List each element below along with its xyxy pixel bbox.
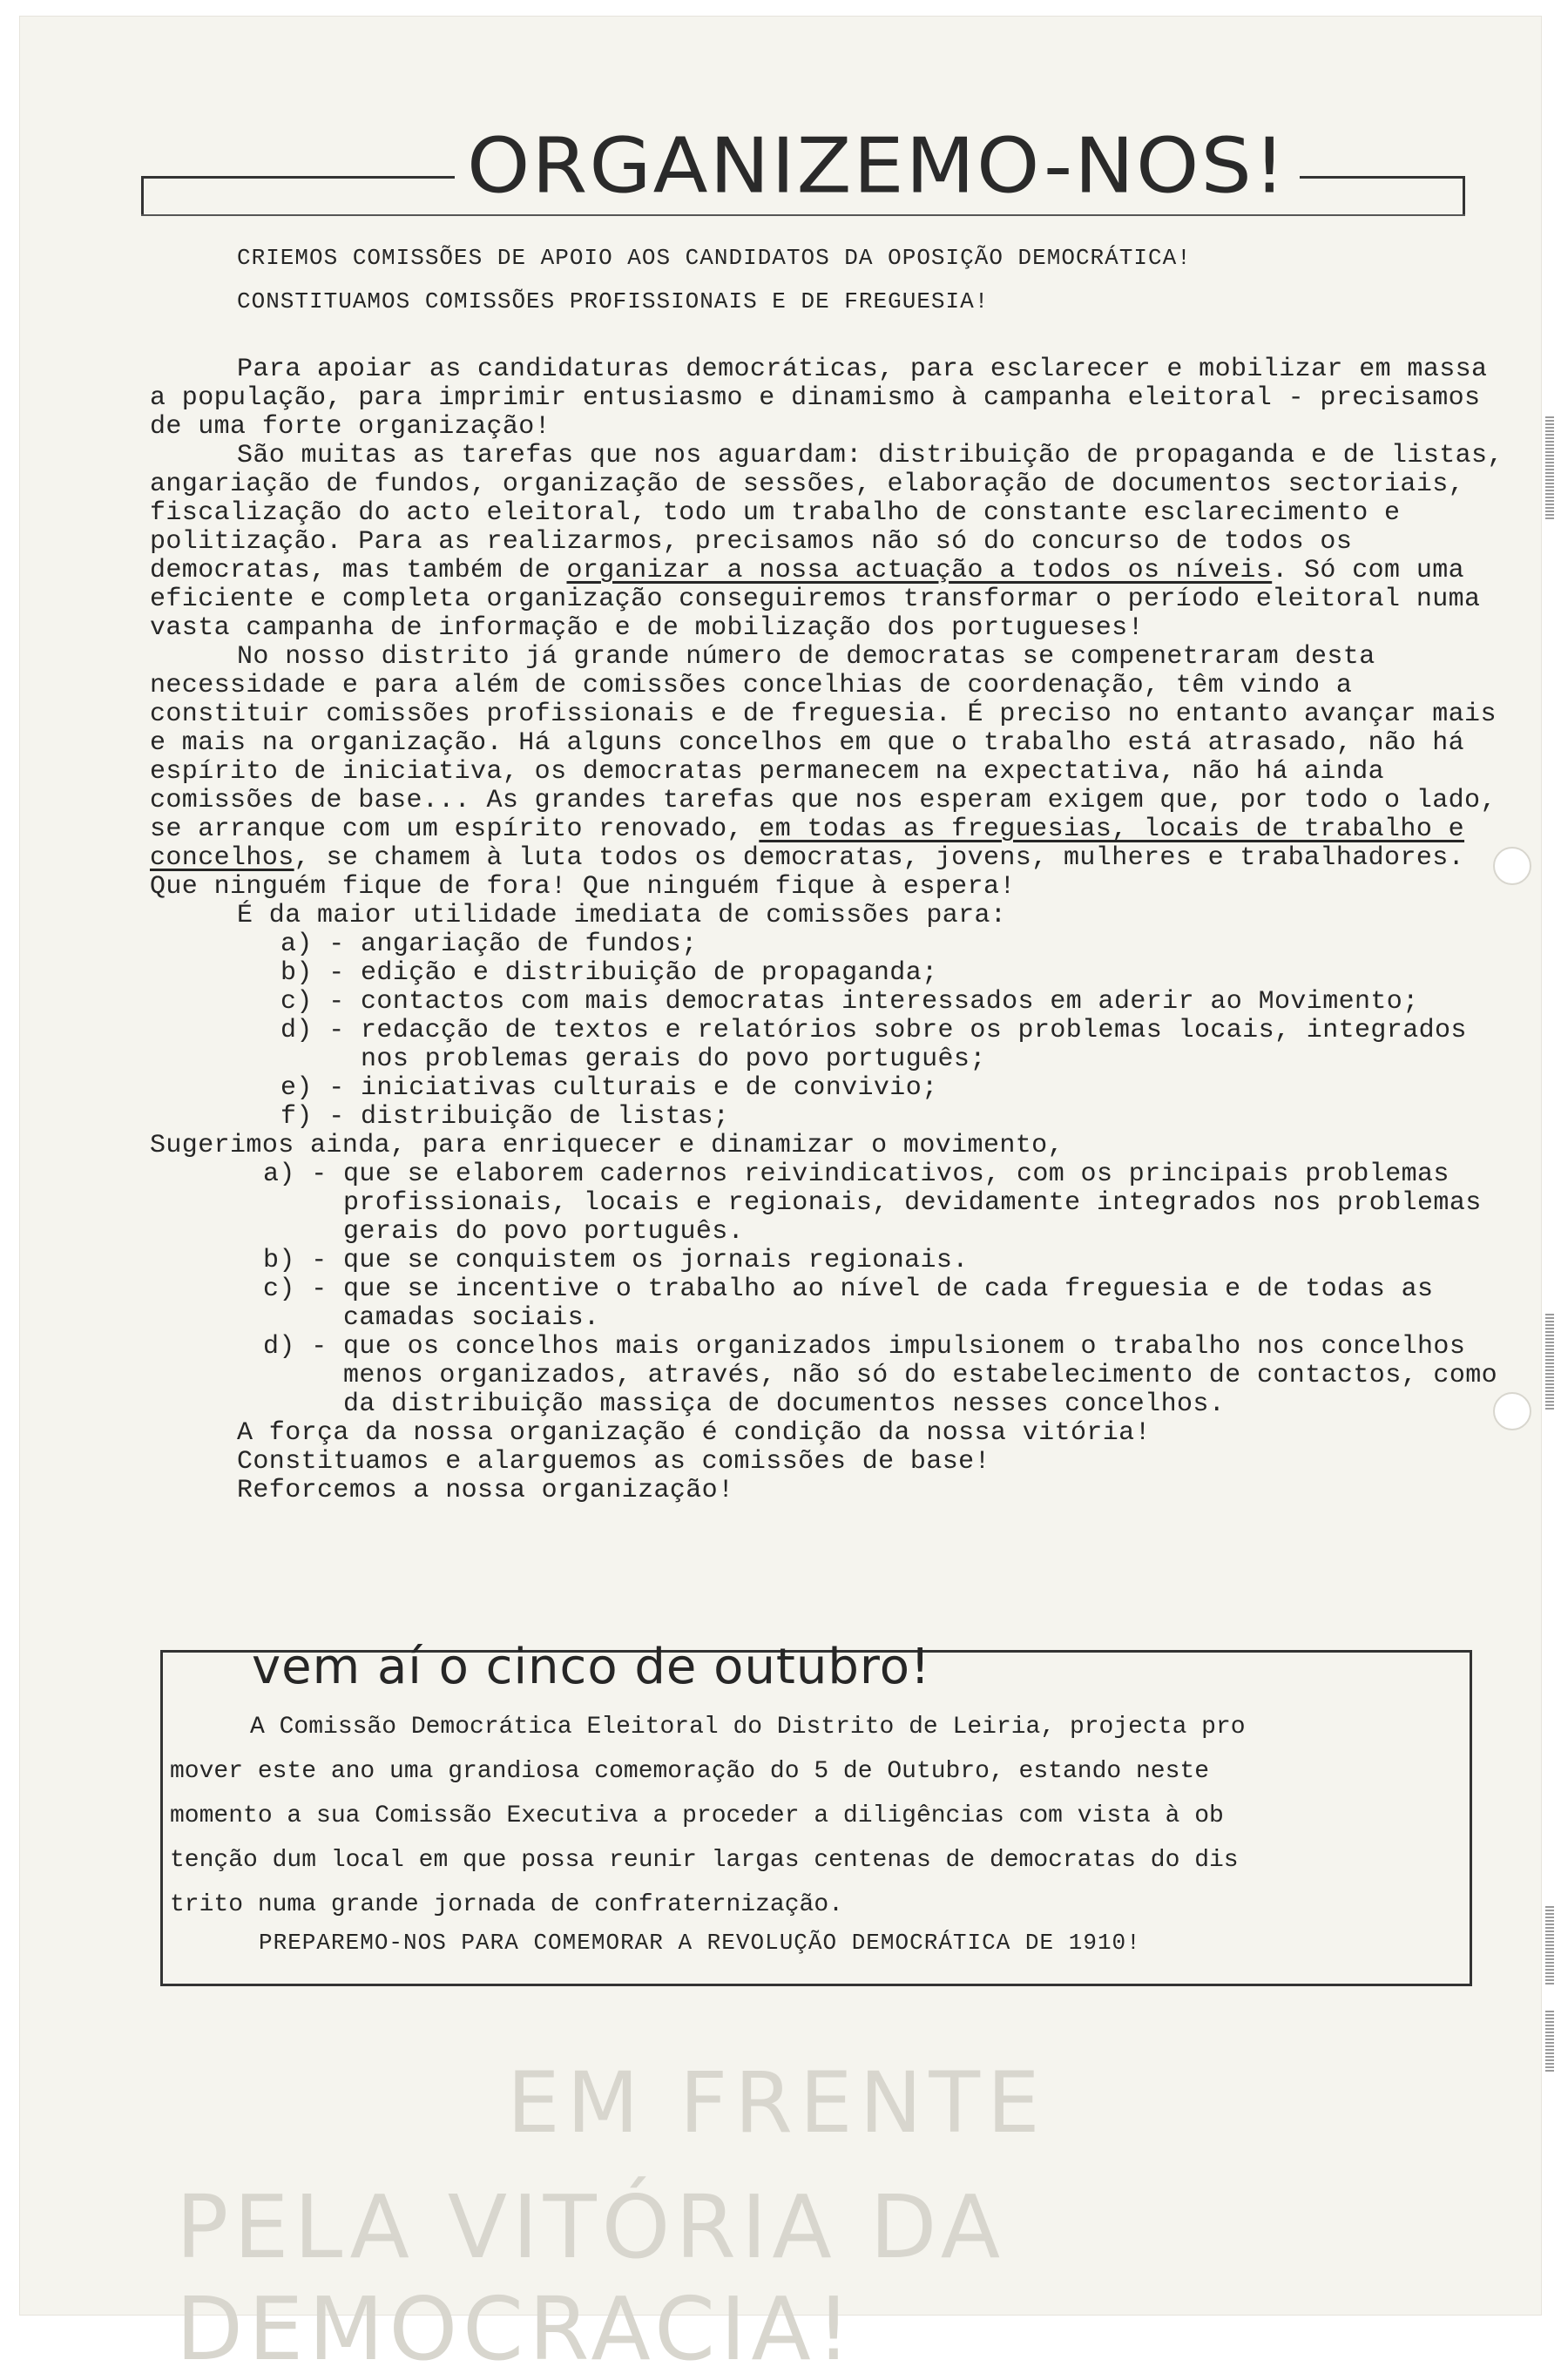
- list-item-label: b) -: [280, 958, 362, 988]
- list-item-text: distribuição de listas;: [361, 1102, 730, 1132]
- list-item-label: d) -: [280, 1016, 362, 1045]
- main-text: [150, 355, 1509, 1505]
- headline-rule-right: [1463, 176, 1465, 214]
- subheading-1: CRIEMOS COMISSÕES DE APOIO AOS CANDIDATOS DA OPOSIÇÃO DEMOCRÁTICA!: [237, 245, 1192, 271]
- edge-marks: [1545, 1314, 1554, 1410]
- list-1-intro: É da maior utilidade imediata de comissões para:: [237, 901, 1007, 930]
- list-item-label: a) -: [263, 1160, 344, 1189]
- list-item-label: f) -: [280, 1102, 362, 1132]
- paper-sheet: [19, 16, 1542, 2380]
- list-item-label: c) -: [280, 987, 362, 1017]
- list-item: [263, 1160, 1509, 1247]
- list-item: [263, 1333, 1509, 1419]
- headline-rule-left: [141, 176, 144, 214]
- edge-marks: [1545, 416, 1554, 521]
- subheading-2: CONSTITUAMOS COMISSÕES PROFISSIONAIS E DE FREGUESIA!: [237, 288, 990, 314]
- headline-banner: [141, 118, 1465, 214]
- list-item-label: a) -: [280, 930, 362, 959]
- list-item-text: redacção de textos e relatórios sobre os problemas locais, integrados nos problemas gerais do povo português;: [361, 1016, 1467, 1074]
- list-item: [263, 1275, 1509, 1333]
- closing-lines: [150, 1419, 1509, 1505]
- list-item: [280, 988, 1509, 1017]
- box-line: momento a sua Comissão Executiva a proceder a diligências com vista à ob: [170, 1802, 1224, 1829]
- closing-line: Reforcemos a nossa organização!: [237, 1476, 734, 1505]
- announcement-box: [160, 1639, 1472, 1986]
- list-item-text: que se conquistem os jornais regionais.: [343, 1246, 969, 1275]
- list-item-text: angariação de fundos;: [361, 930, 698, 959]
- box-line: tenção dum local em que possa reunir largas centenas de democratas do dis: [170, 1847, 1239, 1874]
- box-line: mover este ano uma grandiosa comemoração do 5 de Outubro, estando neste: [170, 1758, 1209, 1785]
- paragraph-3-text: No nosso distrito já grande número de democratas se compenetraram desta necessidade e para além de comissões concelhias de coordenação, têm vindo a constituir comissões profissionais e de freguesia. É preciso no entanto avançar mais e mais na organização. Há alguns concelhos em que o trabalho está atrasado, não há espírito de iniciativa, os democratas permanecem na expectativa, não há ainda comissões de base... As grandes tarefas que nos esperam exigem que, por todo o lado, se arranque com um espírito renovado,: [150, 642, 1497, 844]
- paragraph-3: [150, 643, 1509, 902]
- list-item-label: e) -: [280, 1073, 362, 1103]
- list-item-label: b) -: [263, 1246, 344, 1275]
- list-item-text: que se elaborem cadernos reivindicativos, com os principais problemas profissionais, locais e regionais, devidamente integrados nos problemas gerais do povo português.: [343, 1160, 1482, 1247]
- paragraph-2-text-end: . Só com uma eficiente e completa organização conseguiremos transformar o período eleitoral numa vasta campanha de informação e de mobilização dos portugueses!: [150, 556, 1481, 643]
- list-item-text: que se incentive o trabalho ao nível de cada freguesia e de todas as camadas sociais.: [343, 1275, 1434, 1333]
- edge-marks: [1545, 1906, 1554, 1984]
- paragraph-2-underlined: organizar a nossa actuação a todos os níveis: [566, 556, 1273, 585]
- list-item: [263, 1247, 1509, 1275]
- headline: ORGANIZEMO-NOS!: [455, 121, 1300, 213]
- list-item: [280, 959, 1509, 988]
- box-title: vem aí o cinco de outubro!: [252, 1639, 931, 1695]
- paragraph-1: Para apoiar as candidaturas democráticas, para esclarecer e mobilizar em massa a população, para imprimir entusiasmo e dinamismo à campanha eleitoral - precisamos de uma forte organização!: [150, 355, 1488, 442]
- closing-line: Constituamos e alarguemos as comissões de base!: [237, 1447, 990, 1477]
- paragraph-2-text: São muitas as tarefas que nos aguardam: distribuição de propaganda e de listas, angariação de fundos, organização de sessões, elaboração de documentos sectoriais, fiscalização do acto eleitoral, todo um trabalho de constante esclarecimento e politização. Para as realizarmos, precisamos não só do concurso de todos os democratas, mas também de: [150, 441, 1504, 585]
- show-through-text: PELA VITÓRIA DA DEMOCRACIA!: [176, 2176, 1006, 2380]
- list-item: [280, 1074, 1509, 1103]
- paragraph-2: [150, 442, 1509, 643]
- closing-line: A força da nossa organização é condição da nossa vitória!: [237, 1418, 1151, 1448]
- paragraph-3-text-end: , se chamem à luta todos os democratas, jovens, mulheres e trabalhadores. Que ninguém fique de fora! Que ninguém fique à espera!: [150, 843, 1465, 902]
- list-item-text: edição e distribuição de propaganda;: [361, 958, 938, 988]
- paragraph-3-underlined: em todas as freguesias, locais de trabalho e concelhos: [150, 815, 1465, 873]
- edge-marks: [1545, 2011, 1554, 2072]
- list-item-text: contactos com mais democratas interessados em aderir ao Movimento;: [361, 987, 1419, 1017]
- list-item: [280, 930, 1509, 959]
- list-item-label: d) -: [263, 1332, 344, 1362]
- list-2: [150, 1160, 1509, 1419]
- box-line: A Comissão Democrática Eleitoral do Distrito de Leiria, projecta pro: [250, 1714, 1246, 1741]
- box-body: [163, 1705, 1470, 1927]
- list-item: [280, 1103, 1509, 1132]
- list-1: [150, 930, 1509, 1132]
- show-through-text: EM FRENTE: [507, 2054, 1047, 2152]
- punch-hole: [1493, 1392, 1531, 1430]
- list-item: [280, 1017, 1509, 1074]
- punch-hole: [1493, 847, 1531, 885]
- list-2-intro: Sugerimos ainda, para enriquecer e dinamizar o movimento,: [150, 1131, 1064, 1160]
- list-item-text: que os concelhos mais organizados impulsionem o trabalho nos concelhos menos organizados, através, não só do estabelecimento de contactos, como da distribuição massiça de documentos nesses concelhos.: [343, 1332, 1498, 1419]
- headline-underline: [141, 214, 1465, 216]
- list-item-text: iniciativas culturais e de convivio;: [361, 1073, 938, 1103]
- list-item-label: c) -: [263, 1275, 344, 1304]
- box-line: trito numa grande jornada de confraternização.: [170, 1891, 843, 1918]
- box-call-to-action: PREPAREMO-NOS PARA COMEMORAR A REVOLUÇÃO DEMOCRÁTICA DE 1910!: [259, 1930, 1141, 1956]
